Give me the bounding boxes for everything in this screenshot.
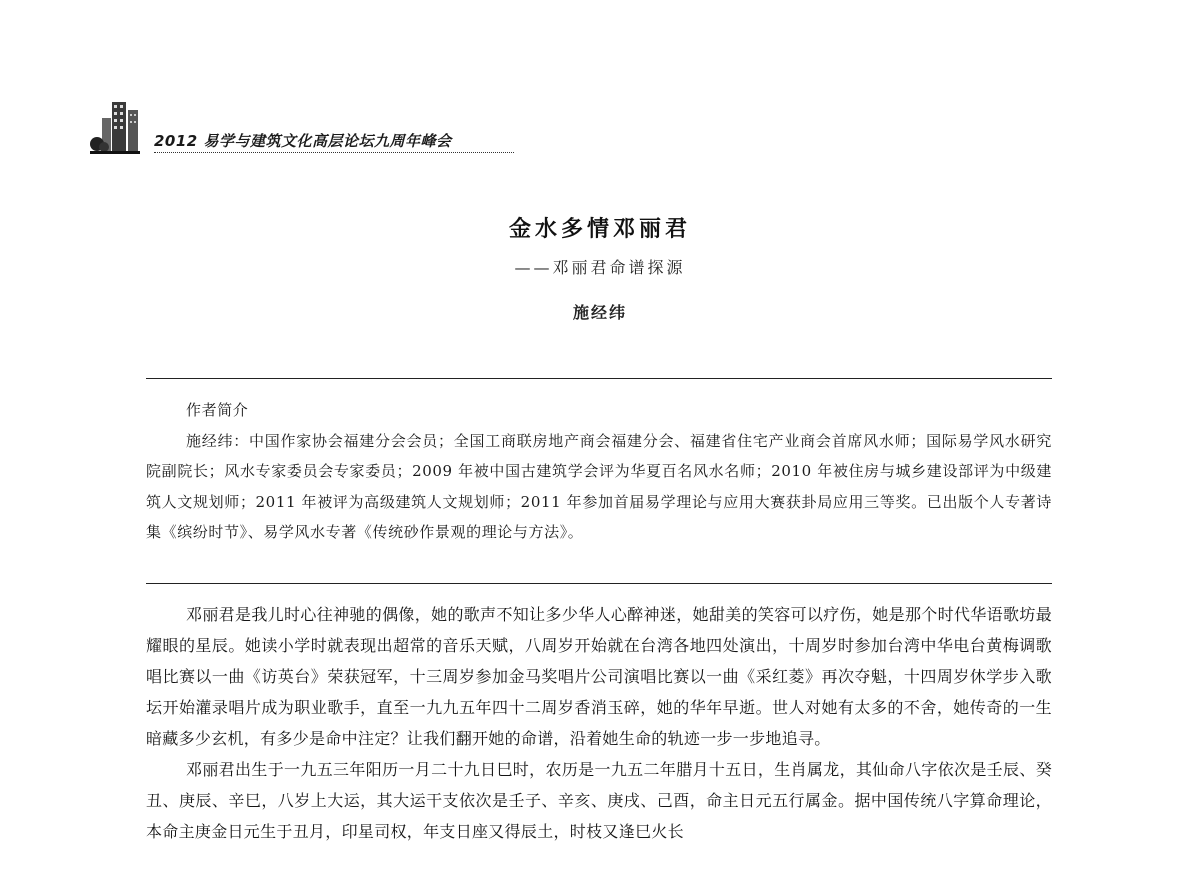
header-divider bbox=[154, 152, 514, 153]
article-body bbox=[146, 599, 1052, 847]
article-title-block bbox=[0, 212, 1200, 323]
building-logo-icon bbox=[88, 96, 148, 156]
article-author: 施经纬 bbox=[572, 303, 627, 322]
bio-text: 施经纬：中国作家协会福建分会会员；全国工商联房地产商会福建分会、福建省住宅产业商会首席风水师；国际易学风水研究院副院长；风水专家委员会专家委员；2009 年被中国古建筑学会评为华夏百名风水名师；2010 年被住房与城乡建设部评为中级建筑人文规划师；2011 年被评为高级建筑人文规划师；2011 年参加首届易学理论与应用大赛获卦局应用三等奖。已出版个人专著诗集《缤纷时节》、易学风水专著《传统砂作景观的理论与方法》。 bbox=[146, 431, 1052, 541]
article-subtitle: ——邓丽君命谱探源 bbox=[514, 258, 686, 277]
article-title: 金水多情邓丽君 bbox=[508, 217, 691, 242]
bio-bottom-rule bbox=[146, 583, 1052, 584]
bio-heading: 作者简介 bbox=[186, 401, 249, 419]
body-paragraph: 邓丽君出生于一九五三年阳历一月二十九日巳时，农历是一九五二年腊月十五日，生肖属龙，其仙命八字依次是壬辰、癸丑、庚辰、辛巳，八岁上大运，其大运干支依次是壬子、辛亥、庚戌、己酉，命主日元五行属金。据中国传统八字算命理论，本命主庚金日元生于丑月，印星司权，年支日座又得辰土，时枝又逢巳火长 bbox=[146, 760, 1052, 841]
page-header bbox=[88, 96, 528, 158]
body-paragraph: 邓丽君是我儿时心往神驰的偶像，她的歌声不知让多少华人心醉神迷，她甜美的笑容可以疗伤，她是那个时代华语歌坊最耀眼的星辰。她读小学时就表现出超常的音乐天赋，八周岁开始就在台湾各地四处演出，十周岁时参加台湾中华电台黄梅调歌唱比赛以一曲《访英台》荣获冠军，十三周岁参加金马奖唱片公司演唱比赛以一曲《采红菱》再次夺魁，十四周岁休学步入歌坛开始灌录唱片成为职业歌手，直至一九九五年四十二周岁香消玉碎，她的华年早逝。世人对她有太多的不舍，她传奇的一生暗藏多少玄机，有多少是命中注定？让我们翻开她的命谱，沿着她生命的轨迹一步一步地追寻。 bbox=[146, 605, 1052, 748]
bio-top-rule bbox=[146, 378, 1052, 379]
author-bio bbox=[146, 395, 1052, 548]
conference-title: 2012 易学与建筑文化高层论坛九周年峰会 bbox=[154, 132, 452, 150]
